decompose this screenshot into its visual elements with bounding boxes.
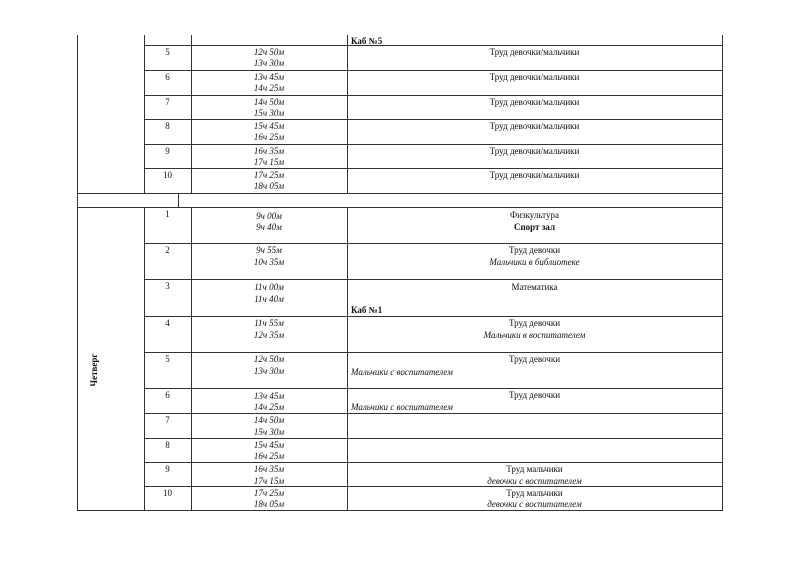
note: девочки с воспитателем xyxy=(487,499,582,509)
time-start: 15ч 45м xyxy=(253,121,285,131)
subject: Труд девочки/мальчики xyxy=(489,47,580,57)
note: Мальчики в библиотеке xyxy=(489,257,580,267)
cabinet-label: Каб №1 xyxy=(351,305,383,315)
lesson-number: 7 xyxy=(165,97,170,107)
time-end: 13ч 30м xyxy=(253,58,285,68)
subject: Труд девочки/мальчики xyxy=(489,97,580,107)
time-start: 13ч 45м xyxy=(253,391,285,401)
section-line xyxy=(77,193,723,194)
lesson-number: 8 xyxy=(165,440,170,450)
time-start: 14ч 50м xyxy=(253,415,285,425)
time-start: 12ч 50м xyxy=(253,47,285,57)
lesson-number: 9 xyxy=(165,464,170,474)
sep-line xyxy=(178,193,179,207)
subject: Труд мальчики xyxy=(506,488,563,498)
subject: Труд мальчики xyxy=(506,464,563,474)
time-start: 9ч 00м xyxy=(256,211,282,221)
lesson-number: 4 xyxy=(165,318,170,328)
time-end: 17ч 15м xyxy=(253,157,285,167)
time-start: 16ч 35м xyxy=(253,464,285,474)
lesson-number: 2 xyxy=(165,245,170,255)
time-start: 12ч 50м xyxy=(253,354,285,364)
time-start: 15ч 45м xyxy=(253,440,285,450)
note: Мальчики в воспитателем xyxy=(483,330,586,340)
note: Мальчики с воспитателем xyxy=(351,367,453,377)
time-start: 14ч 50м xyxy=(253,97,285,107)
subject: Труд девочки xyxy=(508,318,561,328)
subject: Физкультура xyxy=(510,210,559,220)
time-end: 13ч 30м xyxy=(253,366,285,376)
time-end: 18ч 05м xyxy=(253,181,285,191)
subject: Труд девочки/мальчики xyxy=(489,170,580,180)
time-start: 16ч 35м xyxy=(253,146,285,156)
time-end: 18ч 05м xyxy=(253,499,285,509)
lesson-number: 6 xyxy=(165,72,170,82)
location: Спорт зал xyxy=(514,222,555,232)
time-end: 12ч 35м xyxy=(253,330,285,340)
lesson-number: 1 xyxy=(165,209,170,219)
row-line xyxy=(144,279,723,280)
time-end: 16ч 25м xyxy=(253,132,285,142)
day-label: Четверг xyxy=(89,353,99,387)
time-start: 13ч 45м xyxy=(253,72,285,82)
time-end: 16ч 25м xyxy=(253,451,285,461)
subject: Труд девочки/мальчики xyxy=(489,146,580,156)
subject: Труд девочки xyxy=(508,245,561,255)
subject: Труд девочки/мальчики xyxy=(489,72,580,82)
note: девочки с воспитателем xyxy=(487,476,582,486)
border-left xyxy=(77,207,78,510)
lesson-number: 5 xyxy=(165,354,170,364)
table-bottom-line xyxy=(77,510,723,511)
time-end: 17ч 15м xyxy=(253,476,285,486)
subject: Труд девочки xyxy=(508,354,561,364)
time-end: 9ч 40м xyxy=(256,222,282,232)
subject: Труд девочки/мальчики xyxy=(489,121,580,131)
time-start: 17ч 25м xyxy=(253,488,285,498)
subject: Труд девочки xyxy=(508,390,561,400)
lesson-number: 6 xyxy=(165,390,170,400)
lesson-number: 7 xyxy=(165,415,170,425)
subject: Математика xyxy=(511,282,558,292)
time-start: 17ч 25м xyxy=(253,170,285,180)
time-start: 11ч 00м xyxy=(254,282,284,292)
lesson-number: 9 xyxy=(165,146,170,156)
border-right xyxy=(722,35,723,193)
border-left xyxy=(77,35,78,193)
time-end: 11ч 40м xyxy=(254,294,284,304)
lesson-number: 5 xyxy=(165,47,170,57)
time-end: 14ч 25м xyxy=(253,402,285,412)
time-start: 9ч 55м xyxy=(256,245,282,255)
time-end: 15ч 30м xyxy=(253,427,285,437)
time-start: 11ч 55м xyxy=(254,318,284,328)
cabinet-label: Каб №5 xyxy=(351,36,383,46)
lesson-number: 10 xyxy=(163,488,172,498)
time-end: 15ч 30м xyxy=(253,108,285,118)
time-end: 10ч 35м xyxy=(253,257,285,267)
lesson-number: 10 xyxy=(163,170,172,180)
sep-line xyxy=(722,193,723,207)
border-right xyxy=(722,207,723,510)
time-end: 14ч 25м xyxy=(253,83,285,93)
sep-line xyxy=(77,193,78,207)
note: Мальчики с воспитателем xyxy=(351,402,453,412)
lesson-number: 3 xyxy=(165,281,170,291)
lesson-number: 8 xyxy=(165,121,170,131)
